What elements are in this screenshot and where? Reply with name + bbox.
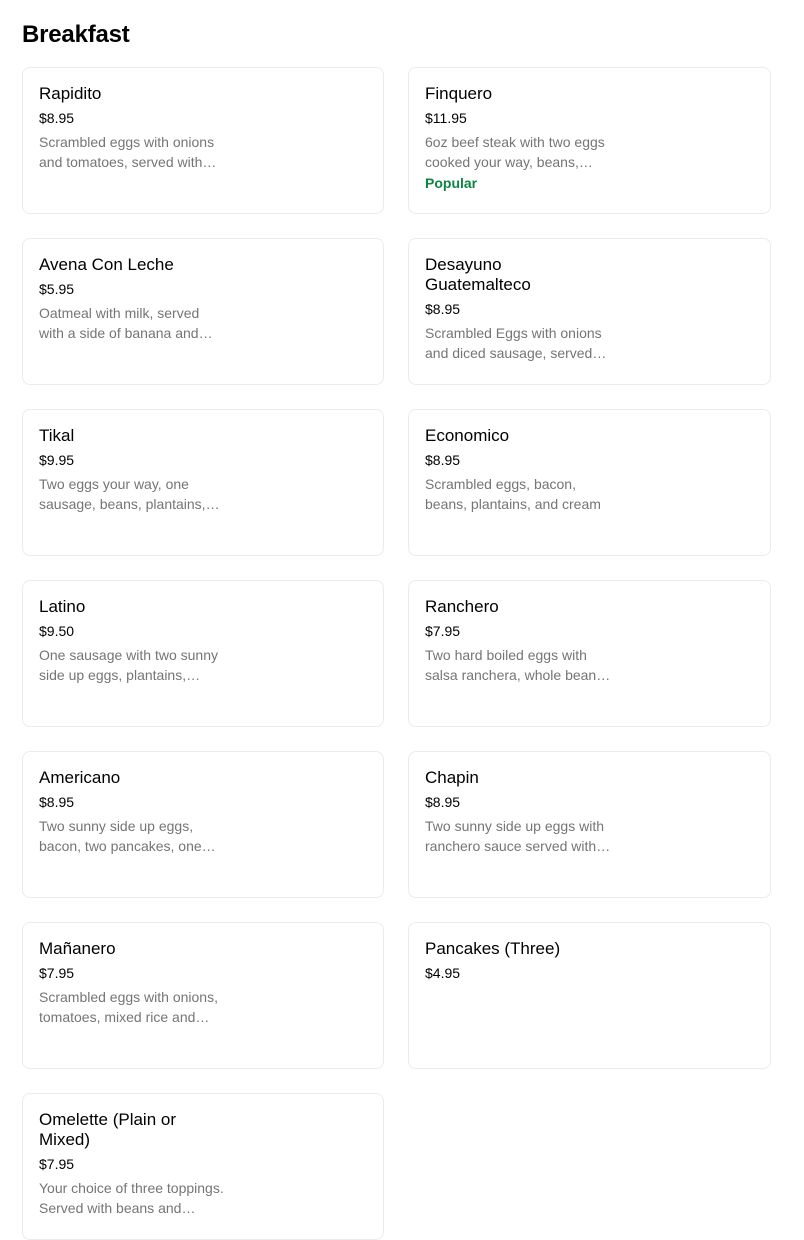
menu-item-card[interactable] [22, 409, 384, 556]
item-description: Two hard boiled eggs with salsa ranchera, whole beans, [425, 647, 608, 683]
menu-item-card[interactable] [408, 751, 771, 898]
item-description: Two sunny side up eggs with ranchero sauce served with [425, 818, 604, 854]
item-name: Mañanero [39, 939, 116, 958]
item-description: 6oz beef steak with two eggs cooked your way, beans, [425, 134, 605, 170]
item-description: Scrambled Eggs with onions and diced sausage, served [425, 325, 602, 361]
item-name: Economico [425, 426, 510, 445]
menu-item-card[interactable] [22, 751, 384, 898]
menu-item-card[interactable] [408, 922, 771, 1069]
item-price: $9.50 [39, 623, 75, 639]
item-name: Omelette (Plain or Mixed) [39, 1110, 176, 1149]
item-name: Desayuno Guatemalteco [425, 255, 531, 294]
item-price: $7.95 [39, 965, 75, 981]
item-name: Avena Con Leche [39, 255, 174, 274]
item-price: $8.95 [425, 452, 461, 468]
item-description: Scrambled eggs, bacon, beans, plantains, and cream [425, 476, 601, 512]
item-description: Scrambled eggs with onions and tomatoes, served with [39, 134, 215, 170]
item-price: $9.95 [39, 452, 75, 468]
item-name: Rapidito [39, 84, 102, 103]
menu-item-card[interactable] [22, 67, 384, 214]
menu-item-card[interactable] [22, 922, 384, 1069]
item-name: Latino [39, 597, 86, 616]
item-price: $8.95 [425, 794, 461, 810]
item-price: $4.95 [425, 965, 461, 981]
item-price: $7.95 [425, 623, 461, 639]
item-description: Oatmeal with milk, served with a side of banana and [39, 305, 200, 341]
menu-item-card[interactable] [408, 580, 771, 727]
popular-badge: Popular [425, 175, 478, 191]
item-price: $11.95 [425, 110, 467, 126]
item-price: $8.95 [39, 794, 75, 810]
item-description: Two eggs your way, one sausage, beans, plantains, [39, 476, 206, 512]
item-description: One sausage with two sunny side up eggs, plantains, [39, 647, 218, 683]
item-description: Your choice of three toppings. Served with beans and [39, 1180, 224, 1216]
item-name: Tikal [39, 426, 75, 445]
item-description: Scrambled eggs with onions, tomatoes, mixed rice and [39, 989, 218, 1025]
menu-item-grid [22, 67, 771, 1240]
item-price: $5.95 [39, 281, 75, 297]
menu-item-card[interactable] [408, 238, 771, 385]
item-price: $7.95 [39, 1156, 75, 1172]
item-name: Pancakes (Three) [425, 939, 561, 958]
item-name: Chapin [425, 768, 479, 787]
item-name: Ranchero [425, 597, 499, 616]
section-title: Breakfast [22, 21, 130, 48]
item-name: Finquero [425, 84, 493, 103]
item-price: $8.95 [39, 110, 75, 126]
item-description: Two sunny side up eggs, bacon, two pancakes, one [39, 818, 202, 854]
menu-item-card[interactable] [22, 580, 384, 727]
menu-item-card[interactable] [22, 238, 384, 385]
menu-item-card[interactable] [408, 409, 771, 556]
item-price: $8.95 [425, 301, 461, 317]
menu-item-card[interactable] [408, 67, 771, 214]
item-name: Americano [39, 768, 121, 787]
